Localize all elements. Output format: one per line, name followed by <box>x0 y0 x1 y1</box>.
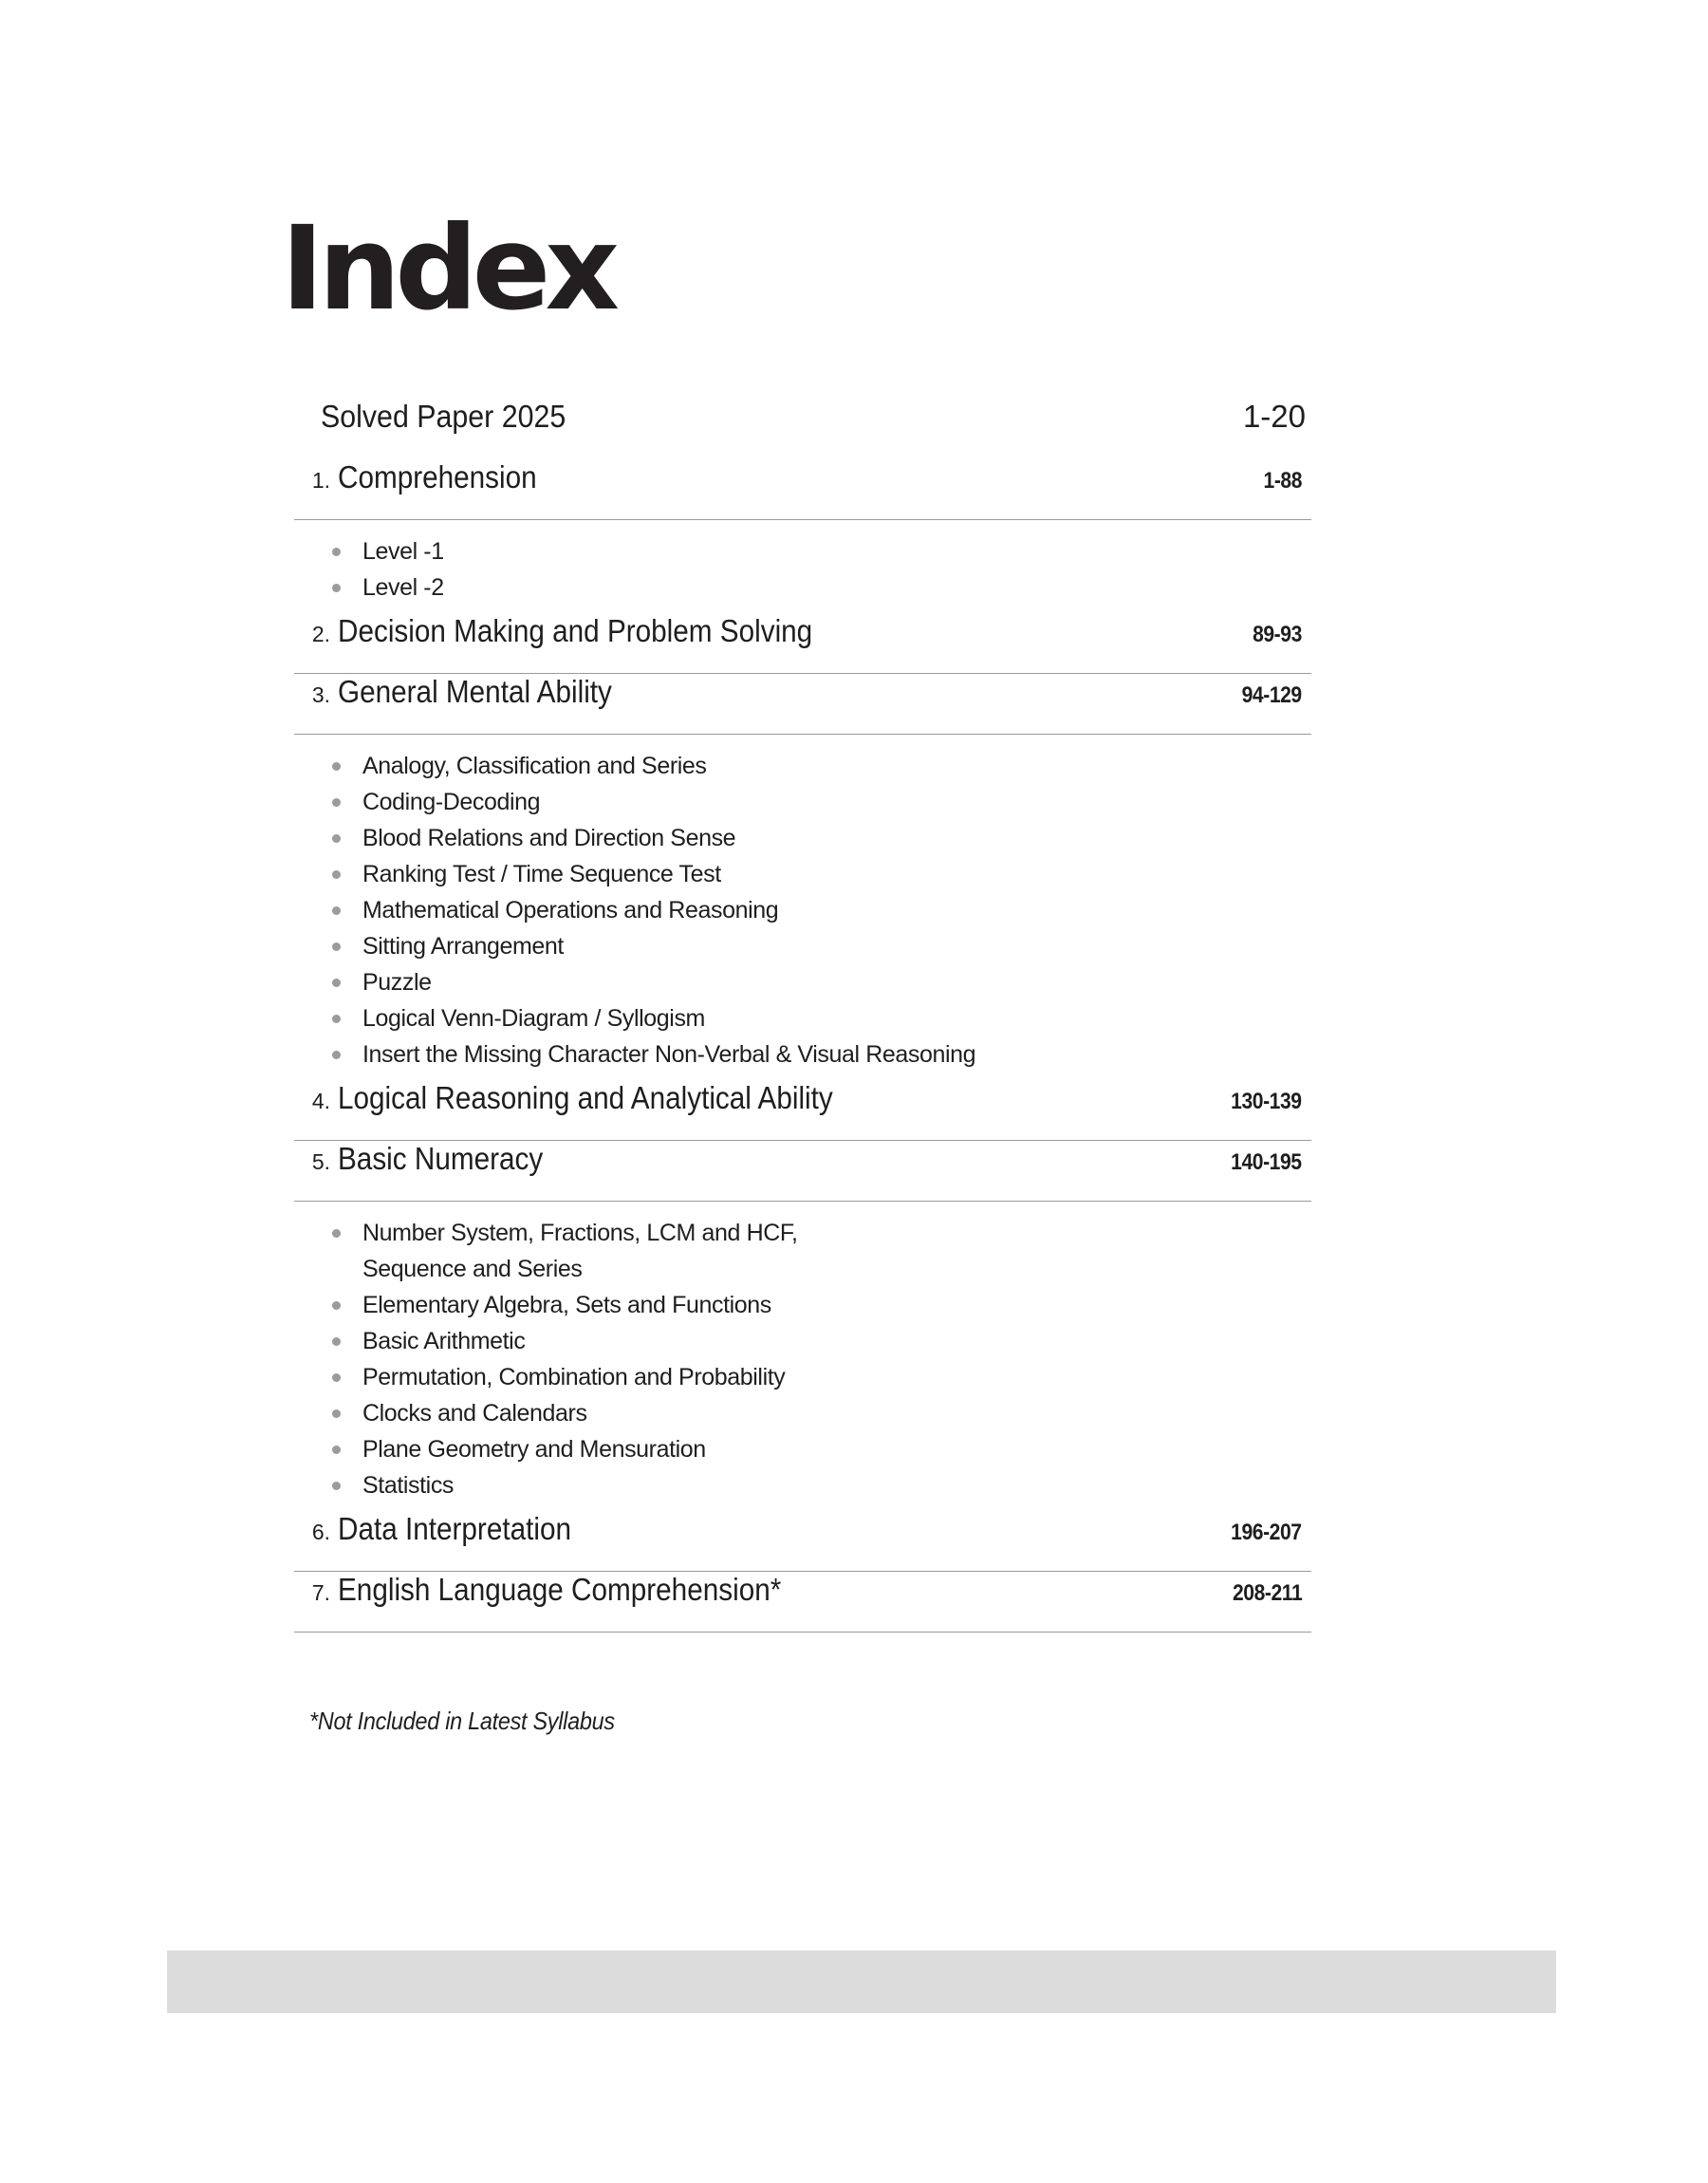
section-title: Decision Making and Problem Solving <box>338 613 813 648</box>
bullet-icon <box>332 798 341 807</box>
bullet-icon <box>332 979 341 987</box>
subtopic-label: Level -2 <box>362 574 444 601</box>
section-pages: 89-93 <box>1253 622 1302 647</box>
subtopic-item <box>294 1359 1311 1395</box>
subtopic-item <box>294 1036 1311 1073</box>
bullet-icon <box>332 584 341 592</box>
section-pages: 130-139 <box>1231 1089 1302 1114</box>
solved-paper-pages: 1-20 <box>1242 399 1306 434</box>
subtopic-label: Plane Geometry and Mensuration <box>362 1436 706 1463</box>
bullet-icon <box>332 834 341 843</box>
subtopic-item <box>294 1395 1311 1431</box>
section-pages: 94-129 <box>1241 682 1302 708</box>
section-title: Data Interpretation <box>338 1511 572 1546</box>
toc-section <box>294 1141 1311 1511</box>
section-heading-row[interactable] <box>294 1080 1311 1141</box>
bullet-icon <box>332 1337 341 1346</box>
subtopic-label: Number System, Fractions, LCM and HCF, Sequence and Series <box>362 1220 798 1282</box>
footer-band <box>167 1950 1556 2013</box>
bullet-icon <box>332 1051 341 1059</box>
subtopic-label: Permutation, Combination and Probability <box>362 1364 786 1390</box>
subtopic-item <box>294 820 1311 856</box>
section-title: Comprehension <box>338 459 537 494</box>
bullet-icon <box>332 762 341 771</box>
subtopic-label: Level -1 <box>362 538 444 565</box>
section-number: 3. <box>311 682 330 707</box>
subtopic-label: Mathematical Operations and Reasoning <box>362 897 779 924</box>
subtopic-item <box>294 1431 1311 1467</box>
section-number: 7. <box>311 1580 330 1605</box>
toc-section <box>294 1511 1311 1572</box>
subtopic-label: Analogy, Classification and Series <box>362 753 707 779</box>
bullet-icon <box>332 1229 341 1238</box>
bullet-icon <box>332 1301 341 1310</box>
subtopic-label: Basic Arithmetic <box>362 1328 526 1354</box>
subtopic-label: Insert the Missing Character Non-Verbal & Visual Reasoning <box>362 1041 976 1068</box>
section-pages: 196-207 <box>1231 1520 1302 1545</box>
section-heading-row[interactable] <box>294 613 1311 674</box>
subtopic-label: Coding-Decoding <box>362 789 541 815</box>
bullet-icon <box>332 1446 341 1454</box>
subtopic-label: Blood Relations and Direction Sense <box>362 825 736 851</box>
subtopic-item <box>294 964 1311 1000</box>
subtopic-list <box>294 1202 1311 1511</box>
toc-section <box>294 1080 1311 1141</box>
solved-paper-title: Solved Paper 2025 <box>321 399 566 434</box>
subtopic-item <box>294 784 1311 820</box>
subtopic-list <box>294 520 1311 613</box>
section-number: 2. <box>311 622 330 646</box>
subtopic-label: Ranking Test / Time Sequence Test <box>362 861 721 887</box>
subtopic-label: Sitting Arrangement <box>362 933 564 960</box>
section-pages: 208-211 <box>1232 1580 1302 1606</box>
section-number: 5. <box>311 1149 330 1174</box>
subtopic-item <box>294 1323 1311 1359</box>
subtopic-label: Logical Venn-Diagram / Syllogism <box>362 1005 705 1032</box>
bullet-icon <box>332 1015 341 1023</box>
bullet-icon <box>332 870 341 879</box>
subtopic-item <box>294 1287 1311 1323</box>
solved-paper-row[interactable] <box>294 399 1311 459</box>
section-title: Logical Reasoning and Analytical Ability <box>338 1080 833 1115</box>
toc-section <box>294 613 1311 674</box>
toc-section <box>294 1572 1311 1633</box>
sections-list <box>294 459 1311 1633</box>
section-heading-row[interactable] <box>294 1141 1311 1202</box>
section-title: Basic Numeracy <box>338 1141 544 1176</box>
section-heading-row[interactable] <box>294 459 1311 520</box>
toc-section <box>294 459 1311 613</box>
subtopic-item <box>294 748 1311 784</box>
subtopic-label: Clocks and Calendars <box>362 1400 587 1427</box>
bullet-icon <box>332 942 341 951</box>
subtopic-item <box>294 1215 1311 1287</box>
bullet-icon <box>332 906 341 915</box>
subtopic-label: Puzzle <box>362 969 432 996</box>
section-pages: 140-195 <box>1231 1149 1302 1175</box>
table-of-contents <box>294 399 1311 1633</box>
footnote: *Not Included in Latest Syllabus <box>309 1707 615 1735</box>
subtopic-list <box>294 735 1311 1080</box>
section-heading-row[interactable] <box>294 1572 1311 1633</box>
bullet-icon <box>332 1482 341 1490</box>
bullet-icon <box>332 1373 341 1382</box>
section-heading-row[interactable] <box>294 674 1311 735</box>
subtopic-item <box>294 1467 1311 1503</box>
section-number: 1. <box>311 468 330 493</box>
page-title: Index <box>281 201 615 336</box>
subtopic-label: Elementary Algebra, Sets and Functions <box>362 1292 771 1318</box>
section-pages: 1-88 <box>1263 468 1302 494</box>
subtopic-item <box>294 856 1311 892</box>
section-title: English Language Comprehension* <box>338 1572 782 1607</box>
section-number: 6. <box>311 1520 330 1544</box>
toc-section <box>294 674 1311 1080</box>
bullet-icon <box>332 548 341 556</box>
subtopic-label: Statistics <box>362 1472 455 1499</box>
subtopic-item <box>294 892 1311 928</box>
section-number: 4. <box>311 1089 330 1113</box>
section-title: General Mental Ability <box>338 674 612 709</box>
subtopic-item <box>294 533 1311 569</box>
subtopic-item <box>294 569 1311 606</box>
bullet-icon <box>332 1409 341 1418</box>
section-heading-row[interactable] <box>294 1511 1311 1572</box>
subtopic-item <box>294 1000 1311 1036</box>
subtopic-item <box>294 928 1311 964</box>
